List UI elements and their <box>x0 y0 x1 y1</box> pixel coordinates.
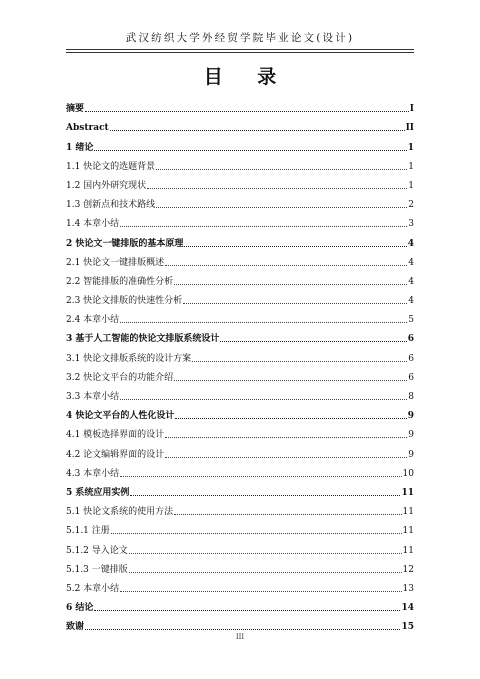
toc-entry[interactable] <box>66 614 414 633</box>
toc-entry-title: 6 结论 <box>66 603 94 614</box>
dot-leader <box>183 303 407 304</box>
toc-entry-page: 9 <box>408 449 414 460</box>
toc-entry-title: 3.3 本章小结 <box>66 392 120 402</box>
toc-entry[interactable] <box>66 461 414 480</box>
dot-leader <box>94 610 400 611</box>
toc-entry-title: 5 系统应用实例 <box>66 487 130 498</box>
toc-entry-title: 5.1.2 导入论文 <box>66 545 128 556</box>
toc-entry-title: 1.1 快论文的选题背景 <box>66 161 156 172</box>
dot-leader <box>165 437 407 438</box>
toc-entry-page: 11 <box>402 526 414 537</box>
toc-entry[interactable] <box>66 537 414 556</box>
toc-entry[interactable] <box>66 269 414 288</box>
toc-entry-page: 4 <box>408 257 414 268</box>
toc-entry-title: 摘要 <box>66 104 85 115</box>
toc-entry-title: 5.1.3 一键排版 <box>66 564 128 575</box>
toc-entry-page: 11 <box>402 507 414 518</box>
toc-entry-page: 1 <box>408 161 414 172</box>
toc-entry[interactable] <box>66 422 414 441</box>
dot-leader <box>184 246 406 247</box>
toc-entry-title: 4.2 论文编辑界面的设计 <box>66 449 165 460</box>
dot-leader <box>111 533 402 534</box>
toc-entry-page: 3 <box>408 219 414 230</box>
toc-entry-page: 11 <box>401 487 414 498</box>
toc-entry[interactable] <box>66 595 414 614</box>
dot-leader <box>220 341 406 342</box>
toc-entry-title: 3.2 快论文平台的功能介绍 <box>66 372 174 383</box>
toc-entry[interactable] <box>66 173 414 192</box>
toc-entry-title: 5.1.1 注册 <box>66 526 110 537</box>
toc-entry[interactable] <box>66 326 414 345</box>
toc-entry[interactable] <box>66 211 414 230</box>
toc-entry-page: 1 <box>408 180 414 191</box>
toc-entry-page: 1 <box>407 142 414 153</box>
toc-entry-title: 3 基于人工智能的快论文排版系统设计 <box>66 334 220 345</box>
toc-entry-title: 5.1 快论文系统的使用方法 <box>66 507 174 518</box>
toc-entry-page: 6 <box>408 353 414 364</box>
toc-entry[interactable] <box>66 365 414 384</box>
toc-entry-page: I <box>409 104 414 115</box>
dot-leader <box>120 399 407 400</box>
toc-entry[interactable] <box>66 250 414 269</box>
dot-leader <box>165 457 407 458</box>
toc-entry[interactable] <box>66 345 414 364</box>
page-number: III <box>235 633 245 641</box>
toc-entry-page: 8 <box>408 392 414 402</box>
dot-leader <box>174 380 407 381</box>
running-header: 武汉纺织大学外经贸学院毕业论文(设计) <box>66 31 414 50</box>
dot-leader <box>147 188 407 189</box>
toc-entry-title: 4 快论文平台的人性化设计 <box>66 411 175 422</box>
toc-entry[interactable] <box>66 230 414 249</box>
toc-entry-title: 5.2 本章小结 <box>66 583 120 594</box>
toc-entry[interactable] <box>66 441 414 460</box>
toc-entry[interactable] <box>66 384 414 403</box>
toc-entry-title: 1.3 创新点和技术路线 <box>66 200 156 211</box>
dot-leader <box>85 629 400 630</box>
toc-entry-page: 4 <box>407 238 414 249</box>
toc-entry-page: 12 <box>402 564 414 575</box>
dot-leader <box>156 169 407 170</box>
toc-entry-title: 2.1 快论文一键排版概述 <box>66 257 165 268</box>
toc-entry-page: 14 <box>401 603 414 614</box>
toc-entry[interactable] <box>66 115 414 134</box>
toc-entry-page: 4 <box>408 296 414 307</box>
toc-entry[interactable] <box>66 576 414 595</box>
toc-entry[interactable] <box>66 307 414 326</box>
toc-entry[interactable] <box>66 192 414 211</box>
toc-entry[interactable] <box>66 154 414 173</box>
page-title: 目 录 <box>203 66 291 88</box>
dot-leader <box>120 322 407 323</box>
dot-leader <box>110 130 405 131</box>
toc-entry-page: 6 <box>408 372 414 383</box>
toc-entry-page: 10 <box>402 468 414 479</box>
dot-leader <box>129 553 402 554</box>
dot-leader <box>174 514 401 515</box>
toc-entry-title: 4.3 本章小结 <box>66 468 120 479</box>
toc-entry-page: 15 <box>401 622 414 633</box>
toc-entry-title: 致谢 <box>66 622 85 633</box>
toc-entry-title: 1.2 国内外研究现状 <box>66 180 147 191</box>
toc-entry[interactable] <box>66 96 414 115</box>
dot-leader <box>129 572 402 573</box>
dot-leader <box>130 495 400 496</box>
toc-entry-page: 9 <box>408 430 414 441</box>
table-of-contents <box>66 96 414 633</box>
dot-leader <box>120 591 401 592</box>
toc-entry-title: 4.1 模板选择界面的设计 <box>66 430 165 441</box>
dot-leader <box>120 226 407 227</box>
dot-leader <box>85 111 409 112</box>
toc-entry-page: 9 <box>407 411 414 422</box>
dot-leader <box>192 361 407 362</box>
toc-entry[interactable] <box>66 518 414 537</box>
toc-entry-page: 13 <box>402 583 414 594</box>
toc-entry-title: 3.1 快论文排版系统的设计方案 <box>66 353 192 364</box>
toc-entry[interactable] <box>66 403 414 422</box>
toc-entry-title: 2.2 智能排版的准确性分析 <box>66 276 174 287</box>
toc-entry[interactable] <box>66 480 414 499</box>
dot-leader <box>175 418 406 419</box>
toc-entry[interactable] <box>66 134 414 153</box>
toc-entry[interactable] <box>66 557 414 576</box>
toc-entry-page: 2 <box>408 200 414 211</box>
toc-entry-page: 5 <box>408 315 414 326</box>
toc-entry-title: 1.4 本章小结 <box>66 219 120 230</box>
toc-entry[interactable] <box>66 499 414 518</box>
toc-entry-title: 2.3 快论文排版的快速性分析 <box>66 296 183 307</box>
dot-leader <box>165 265 407 266</box>
dot-leader <box>120 476 401 477</box>
toc-entry-title: Abstract <box>66 123 109 134</box>
dot-leader <box>156 207 407 208</box>
toc-entry-page: 6 <box>407 334 414 345</box>
toc-entry-page: II <box>405 123 414 134</box>
toc-entry-title: 2 快论文一键排版的基本原理 <box>66 238 184 249</box>
dot-leader <box>94 150 406 151</box>
toc-entry-page: 11 <box>402 545 414 556</box>
toc-entry[interactable] <box>66 288 414 307</box>
toc-entry-title: 1 绪论 <box>66 142 94 153</box>
toc-entry-title: 2.4 本章小结 <box>66 315 120 326</box>
dot-leader <box>174 284 407 285</box>
toc-entry-page: 4 <box>408 276 414 287</box>
